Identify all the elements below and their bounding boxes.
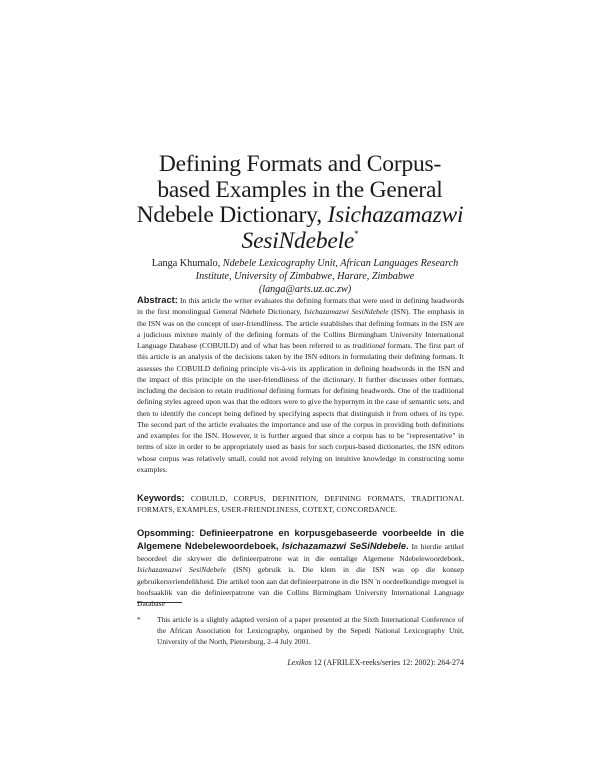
keywords-label: Keywords: [137, 493, 185, 503]
title-footnote-marker: * [354, 228, 359, 239]
keywords-paragraph [137, 493, 464, 516]
abstract-text-4: defining formats for defining headwords. One of the traditional defining styles agreed upon was that the editors were to give the hypernym in the case of semantic sets, and then to identify the concept being defined by specifying aspects that distinguish it from others of its type. The second part of the article evaluates the importance and use of the corpus in providing both definitions and examples for the ISN. However, it is further argued that since a corpus has to be "representative" in terms of size in order to be appropriately used as basis for such corpus-based dictionaries, the ISN editors whose corpus was relatively small, could not avoid relying on intuitive knowledge in constructing some examples. [137, 386, 464, 474]
title-line-3 [0, 203, 600, 229]
opsomming-italic-1: Isichazamazwi SesiNdebele [137, 565, 227, 575]
opsomming-text-2: (ISN) gebruik is. Die klem in die ISN was op die konsep gebruikersvriendelikheid. Die artikel toon aan dat definieerpatrone in die ISN 'n oordeelkundige mengsel is hoofsaaklik van die definieerpatrone van die Collins Birmingham University International Language Database [137, 565, 464, 608]
footnote-text: This article is a slightly adapted version of a paper presented at the Sixth International Conference of the African Association for Lexicography, organised by the Sepedi National Lexicography Unit, University of the North, Pietersburg, 2–4 July 2001. [157, 615, 464, 646]
journal-details: 12 (AFRILEX-reeks/series 12: 2002): 264-274 [311, 658, 464, 667]
opsomming-text-1: In hierdie artikel beoordeel die skrywer die definieerpatrone wat in die eentalige Algemene Ndebelewoordeboek, [137, 542, 464, 563]
author-name: Langa Khumalo, [151, 258, 223, 269]
footnote [137, 614, 464, 647]
author-affiliation: Ndebele Lexicography Unit, African Languages Research Institute, University of Zimbabwe, Harare, Zimbabwe (langa@arts.uz.ac.zw) [195, 258, 459, 295]
abstract-text-2: (ISN). The emphasis in the ISN was on the concept of user-friendliness. The article establishes that defining formats in the ISN are a judicious mixture mainly of the defining formats of the Collins Birmingham University International Language Database (COBUILD) and of what has been referred to as [137, 307, 465, 350]
opsomming-paragraph [137, 527, 464, 609]
abstract-text-1: In this article the writer evaluates the defining formats that were used in defining headwords in the first monolingual General Ndebele Dictionary, [137, 296, 464, 317]
title-line-1: Defining Formats and Corpus- [158, 151, 442, 177]
title-line-2: based Examples in the General [157, 176, 443, 203]
author-line [150, 257, 460, 296]
opsomming-heading-italic: Isichazamazwi SeSiNdebele [282, 541, 406, 551]
abstract-text-3: formats. The first part of this article is an analysis of the decisions taken by the ISN editors in formulating their defining formats. It assesses the COBUILD defining principle vis-à-vis its application in defining headwords in the ISN and the impact of this principle on the user-friendliness of the dictionary. It further discusses other formats, including the decision to retain [137, 341, 464, 395]
abstract-italic-3: traditional [234, 386, 268, 395]
opsomming-heading-text: Opsomming: Definieerpatrone en korpusgebaseerde voorbeelde in die Algemene Ndebelewoordeboek, [137, 528, 464, 551]
title-dictionary-name-part-1: Isichazamazwi [327, 202, 464, 228]
article-title [0, 152, 600, 254]
title-dictionary-name-part-2: SesiNdebele [241, 227, 355, 254]
abstract-italic-2: traditional [352, 341, 385, 350]
footnote-divider [137, 602, 182, 603]
title-line-3-text: Ndebele Dictionary, [136, 202, 328, 228]
footnote-marker: * [137, 615, 141, 624]
keywords-text: COBUILD, CORPUS, DEFINITION, DEFINING FORMATS, TRADITIONAL FORMATS, EXAMPLES, USER-FRIENDLINESS, COTEXT, CONCORDANCE. [137, 494, 464, 515]
abstract-paragraph [137, 295, 464, 475]
abstract-italic-1: Isichazamazwi SesiNdebele [304, 307, 389, 317]
journal-citation [137, 658, 464, 667]
abstract-label: Abstract: [137, 295, 178, 305]
opsomming-heading-end: . [406, 541, 409, 551]
title-line-4 [0, 229, 600, 255]
journal-name: Lexikos [287, 658, 312, 667]
